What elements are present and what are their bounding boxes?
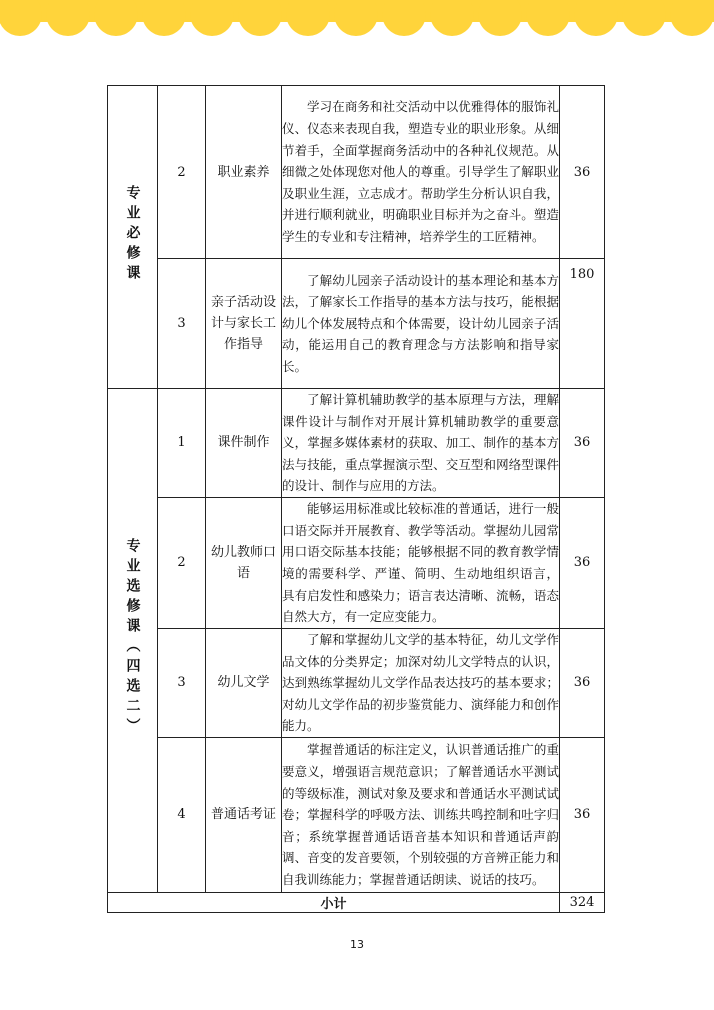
category-cell-elective <box>108 389 158 893</box>
curriculum-table <box>107 85 605 913</box>
table-row <box>108 737 605 892</box>
band-scallop <box>478 0 522 36</box>
table-row <box>108 86 605 259</box>
band-scallop <box>670 0 714 36</box>
course-number: 3 <box>158 259 206 389</box>
course-number: 3 <box>158 628 206 737</box>
course-number: 2 <box>158 86 206 259</box>
course-description: 了解和掌握幼儿文学的基本特征，幼儿文学作品文体的分类界定；加深对幼儿文学特点的认识，达到熟练掌握幼儿文学作品表达技巧的基本要求；对幼儿文学作品的初步鉴赏能力、演绎能力和创作能力。 <box>282 628 560 737</box>
band-scallop <box>46 0 90 36</box>
table-row <box>108 497 605 628</box>
band-scallop <box>430 0 474 36</box>
course-hours: 36 <box>560 628 605 737</box>
course-description: 能够运用标准或比较标准的普通话，进行一般口语交际并开展教育、教学等活动。掌握幼儿园常用口语交际基本技能；能够根据不同的教育教学情境的需要科学、严谨、简明、生动地组织语言， 具有启发性和感染力；语言表达清晰、流畅，语态自然大方，有一定应变能力。 <box>282 497 560 628</box>
course-description: 了解幼儿园亲子活动设计的基本理论和基本方法，了解家长工作指导的基本方法与技巧，能根据幼儿个体发展特点和个体需要，设计幼儿园亲子活动，能运用自己的教育理念与方法影响和指导家长。 <box>282 259 560 389</box>
course-name: 职业素养 <box>206 86 282 259</box>
course-hours: 36 <box>560 389 605 498</box>
table-row <box>108 389 605 498</box>
course-number: 1 <box>158 389 206 498</box>
course-number: 2 <box>158 497 206 628</box>
subtotal-hours: 324 <box>560 892 605 912</box>
course-description: 学习在商务和社交活动中以优雅得体的服饰礼仪、仪态来表现自我，塑造专业的职业形象。从细节着手，全面掌握商务活动中的各种礼仪规范。从细微之处体现您对他人的尊重。引导学生了解职业及职业生涯，立志成才。帮助学生分析认识自我，并进行顺利就业，明确职业目标并为之奋斗。塑造学生的专业和专注精神，培养学生的工匠精神。 <box>282 86 560 259</box>
table-row <box>108 628 605 737</box>
subtotal-row <box>108 892 605 912</box>
band-scallop <box>238 0 282 36</box>
band-scallop <box>190 0 234 36</box>
category-cell-required <box>108 86 158 389</box>
course-hours: 180 <box>560 259 605 389</box>
course-hours: 36 <box>560 737 605 892</box>
course-number: 4 <box>158 737 206 892</box>
course-description: 了解计算机辅助教学的基本原理与方法，理解课件设计与制作对开展计算机辅助教学的重要意义，掌握多媒体素材的获取、加工、制作的基本方法与技能，重点掌握演示型、交互型和网络型课件的设计、制作与应用的方法。 <box>282 389 560 498</box>
course-name: 课件制作 <box>206 389 282 498</box>
band-scallop <box>382 0 426 36</box>
scalloped-top-band <box>0 0 714 46</box>
course-name: 亲子活动设计与家长工作指导 <box>206 259 282 389</box>
course-description: 掌握普通话的标注定义，认识普通话推广的重要意义，增强语言规范意识；了解普通话水平测试的等级标准，测试对象及要求和普通话水平测试试卷；掌握科学的呼吸方法、训练共鸣控制和吐字归音；系统掌握普通话语音基本知识和普通话声韵调、音变的发音要领，个别较强的方音辨正能力和自我训练能力；掌握普通话朗读、说话的技巧。 <box>282 737 560 892</box>
band-scallop <box>0 0 42 36</box>
table-row <box>108 259 605 389</box>
course-name: 幼儿文学 <box>206 628 282 737</box>
band-scallop <box>286 0 330 36</box>
course-hours: 36 <box>560 497 605 628</box>
category-label: 专业必修课 <box>124 185 141 285</box>
band-scallop <box>526 0 570 36</box>
band-scallop <box>334 0 378 36</box>
course-name: 普通话考证 <box>206 737 282 892</box>
band-scallop <box>622 0 666 36</box>
subtotal-label: 小计 <box>108 892 560 912</box>
band-scallop <box>574 0 618 36</box>
page-number: 13 <box>350 938 364 951</box>
band-scallop <box>94 0 138 36</box>
band-scallop <box>142 0 186 36</box>
course-hours: 36 <box>560 86 605 259</box>
course-name: 幼儿教师口语 <box>206 497 282 628</box>
category-label: 专业选修课（四选二） <box>124 538 141 739</box>
